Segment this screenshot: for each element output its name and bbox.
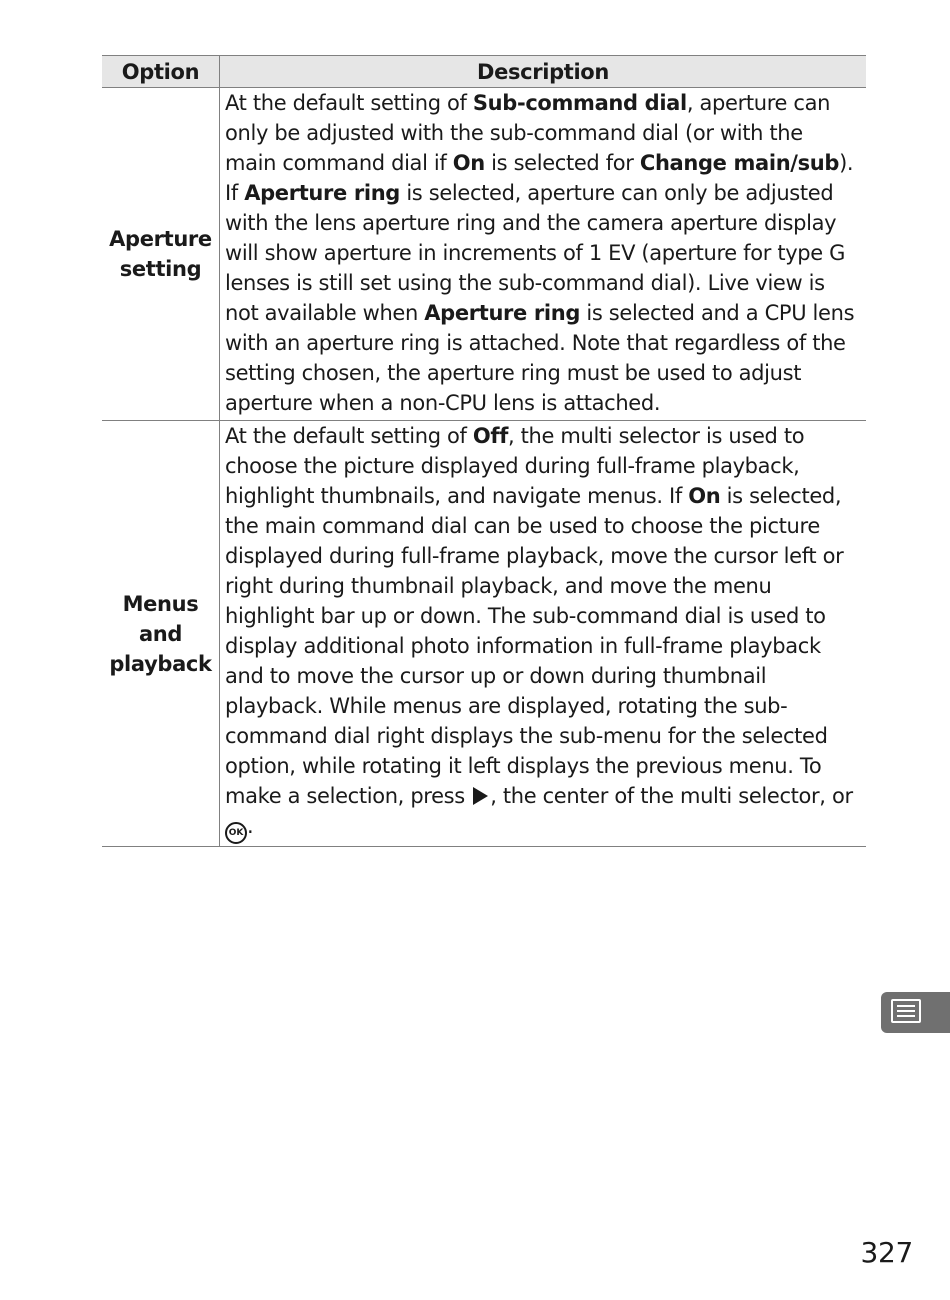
desc-bold: On	[452, 151, 485, 175]
settings-table	[102, 55, 866, 847]
menu-list-icon	[891, 999, 921, 1023]
desc-text: ). If	[225, 151, 854, 205]
desc-bold: Aperture ring	[244, 181, 400, 205]
option-aperture-setting	[102, 88, 220, 421]
option-label-line: Aperture	[109, 227, 212, 251]
desc-bold: Off	[472, 424, 508, 448]
desc-text: is selected and a CPU lens with an aperture ring is attached. Note that regardless of the setting chosen, the aperture ring must be used to adjust aperture when a non-CPU lens is attached.	[225, 301, 855, 415]
desc-bold: On	[688, 484, 721, 508]
header-option: Option	[102, 56, 220, 88]
option-label-line: and	[138, 621, 183, 646]
multi-selector-right-icon	[473, 787, 488, 805]
desc-text: At the default setting of	[225, 91, 473, 115]
desc-text: , the center of the multi selector, or	[490, 784, 853, 808]
header-description: Description	[220, 56, 867, 88]
table-row	[102, 421, 866, 847]
section-tab[interactable]	[881, 992, 950, 1033]
option-menus-and-playback	[102, 421, 220, 847]
desc-text: , aperture can only be adjusted with the sub-command dial (or with the main command dial if	[225, 91, 831, 175]
desc-text: At the default setting of	[225, 424, 473, 448]
desc-bold: Sub-command dial	[472, 91, 687, 115]
ok-button-icon: OK	[225, 822, 247, 844]
option-label-line: Menus	[122, 591, 199, 616]
page-number: 327	[860, 1236, 913, 1269]
desc-text: .	[247, 814, 254, 838]
table-row	[102, 88, 866, 421]
option-label-line: playback	[109, 651, 212, 676]
table-header-row	[102, 56, 866, 88]
desc-bold: Aperture ring	[424, 301, 581, 325]
desc-text: is selected, aperture can only be adjusted with the lens aperture ring and the camera aperture display will show aperture in increments of 1 EV (aperture for type G lenses is still set using the sub-command dial). Live view is not available when	[225, 181, 846, 325]
option-label-line: setting	[119, 257, 202, 281]
desc-text: , the multi selector is used to choose the picture displayed during full-frame playback, highlight thumbnails, and navigate menus. If	[225, 424, 805, 508]
description-menus-and-playback	[220, 421, 867, 847]
description-aperture-setting	[220, 88, 867, 421]
desc-text: is selected, the main command dial can be used to choose the picture displayed during full-frame playback, move the cursor left or right during thumbnail playback, and move the menu highlight bar up or down. The sub-command dial is used to display additional photo information in full-frame playback and to move the cursor up or down during thumbnail playback. While menus are displayed, rotating the sub-command dial right displays the sub-menu for the selected option, while rotating it left displays the previous menu. To make a selection, press	[225, 484, 844, 808]
desc-text: is selected for	[484, 151, 640, 175]
desc-bold: Change main/sub	[639, 151, 840, 175]
